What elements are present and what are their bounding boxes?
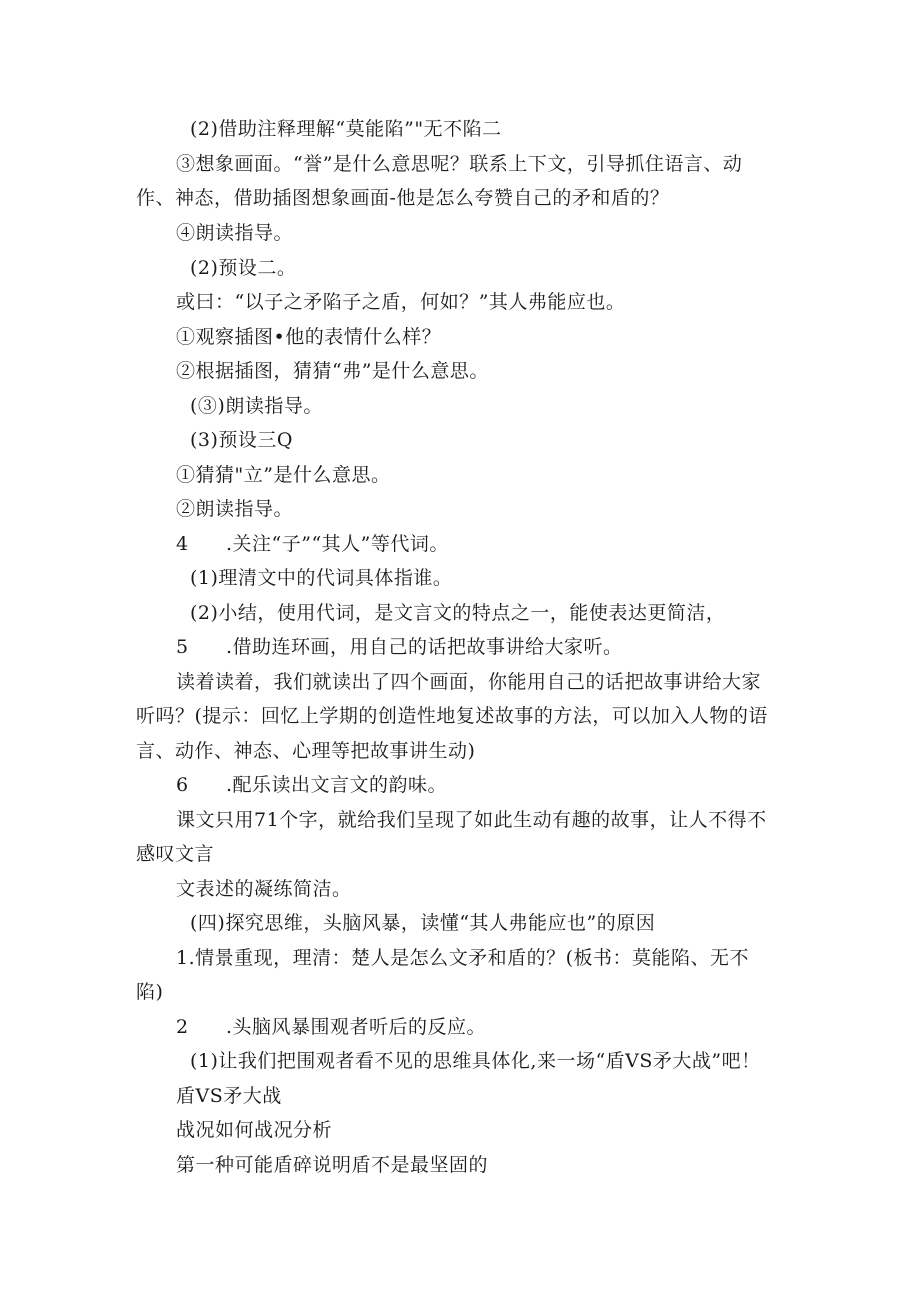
numbered-item xyxy=(176,1015,486,1039)
text-line: (2)借助注释理解“莫能陷”"无不陷二 xyxy=(190,118,502,140)
text-line: 战况如何战况分析 xyxy=(176,1119,333,1141)
text-line: ②根据插图，猜猜“弗”是什么意思。 xyxy=(176,360,489,382)
text-line: 感叹文言 xyxy=(136,843,215,865)
text-line: 课文只用71个字，就给我们呈现了如此生动有趣的故事，让人不得不 xyxy=(176,809,767,831)
text-line: ②朗读指导。 xyxy=(176,498,294,520)
item-number: 4 xyxy=(176,533,189,555)
section-heading: (四)探究思维，头脑风暴，读懂“其人弗能应也”的原因 xyxy=(190,912,656,934)
text-line: ①观察插图•他的表情什么样？ xyxy=(176,326,442,348)
text-line: (③)朗读指导。 xyxy=(190,395,323,417)
numbered-item xyxy=(176,635,623,659)
text-line: (3)预设三Q xyxy=(190,429,293,451)
text-line: (1)让我们把围观者看不见的思维具体化,来一场“盾VS矛大战”吧！ xyxy=(190,1050,761,1072)
text-line: 1.情景重现，理清：楚人是怎么文矛和盾的？(板书：莫能陷、无不 xyxy=(176,947,750,969)
item-text: .头脑风暴围观者听后的反应。 xyxy=(226,1016,487,1038)
text-line: 或曰：“以子之矛陷子之盾，何如？”其人弗能应也。 xyxy=(176,291,626,313)
text-line: 文表述的凝练简洁。 xyxy=(176,878,352,900)
text-line: (2)预设二。 xyxy=(190,257,297,279)
text-line: 听吗？(提示：回忆上学期的创造性地复述故事的方法，可以加入人物的语 xyxy=(136,705,768,727)
text-line: 读着读着，我们就读出了四个画面，你能用自己的话把故事讲给大家 xyxy=(176,671,762,693)
numbered-item xyxy=(176,532,449,556)
text-line: 盾VS矛大战 xyxy=(176,1085,282,1107)
item-number: 2 xyxy=(176,1016,189,1038)
item-number: 5 xyxy=(176,636,189,658)
numbered-item xyxy=(176,773,447,797)
item-text: .配乐读出文言文的韵味。 xyxy=(226,774,448,796)
item-text: .借助连环画，用自己的话把故事讲给大家听。 xyxy=(226,636,623,658)
text-line: 作、神态，借助插图想象画面-他是怎么夸赞自己的矛和盾的？ xyxy=(136,187,670,209)
text-line: ④朗读指导。 xyxy=(176,222,294,244)
text-line: (2)小结，使用代词，是文言文的特点之一，能使表达更简洁， xyxy=(190,602,726,624)
text-line: 陷) xyxy=(136,981,164,1003)
text-line: 第一种可能盾碎说明盾不是最坚固的 xyxy=(176,1154,489,1176)
text-line: (1)理清文中的代词具体指谁。 xyxy=(190,567,453,589)
text-line: ①猜猜"立”是什么意思。 xyxy=(176,464,391,486)
item-text: .关注“子”“其人”等代词。 xyxy=(226,533,449,555)
text-line: ③想象画面。“誉”是什么意思呢？联系上下文，引导抓住语言、动 xyxy=(176,153,743,175)
text-line: 言、动作、神态、心理等把故事讲生动) xyxy=(136,740,476,762)
item-number: 6 xyxy=(176,774,189,796)
